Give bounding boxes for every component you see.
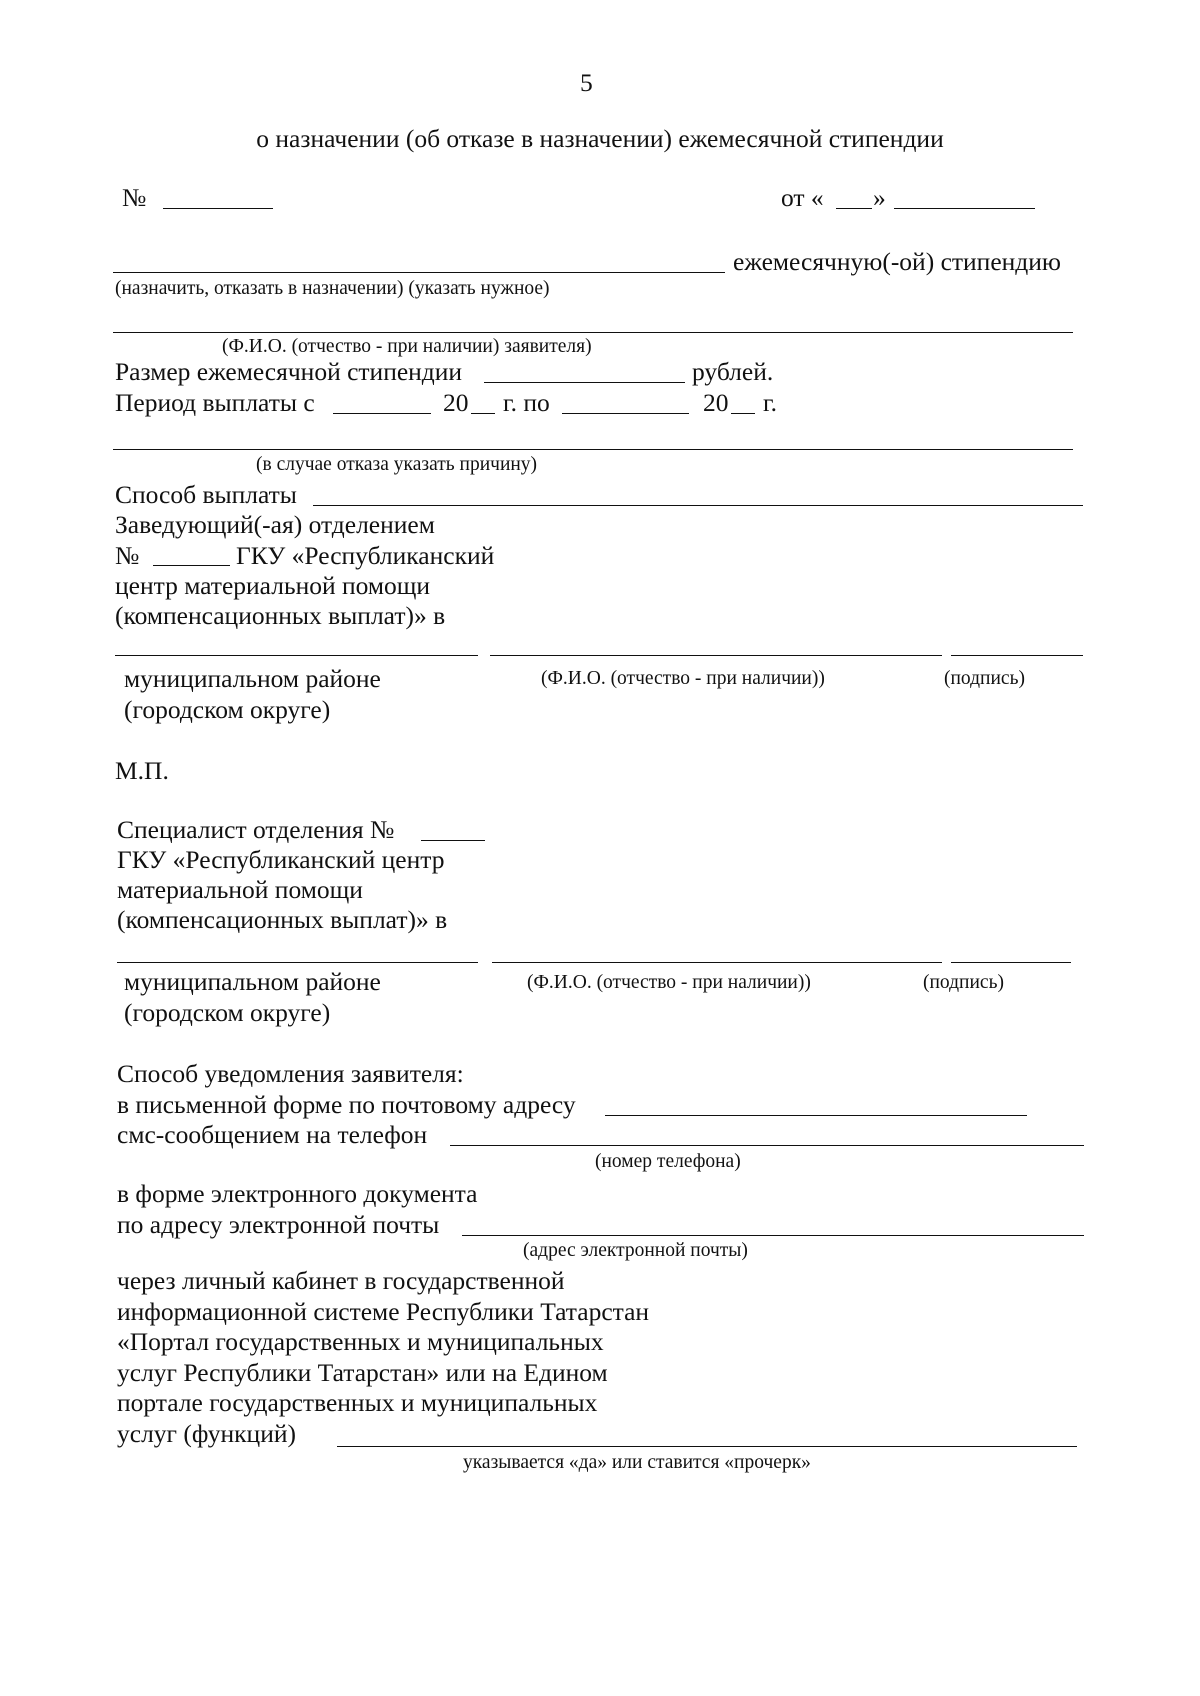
specialist-line-4: (компенсационных выплат)» в	[117, 905, 448, 934]
period-year-end: 20	[703, 388, 729, 417]
head-district-line-1: муниципальном районе	[124, 664, 381, 693]
portal-line-4: услуг Республики Татарстан» или на Едином	[117, 1358, 608, 1387]
specialist-fio-field[interactable]	[492, 962, 942, 963]
portal-line-5: портале государственных и муниципальных	[117, 1388, 598, 1417]
specialist-signature-field[interactable]	[951, 962, 1071, 963]
amount-unit: рублей.	[692, 357, 774, 386]
hint-assign: (назначить, отказать в назначении) (указать нужное)	[115, 278, 550, 299]
period-year-start: 20	[443, 388, 469, 417]
portal-field[interactable]	[337, 1446, 1077, 1447]
period-start-field[interactable]	[333, 413, 431, 414]
notification-email-line-2: по адресу электронной почты	[117, 1210, 440, 1239]
hint-portal: указывается «да» или ставится «прочерк»	[463, 1452, 811, 1473]
portal-line-2: информационной системе Республики Татарстан	[117, 1297, 650, 1326]
portal-line-6: услуг (функций)	[117, 1419, 296, 1448]
head-signature-field[interactable]	[951, 655, 1083, 656]
head-district-line-2: (городском округе)	[124, 695, 331, 724]
date-mid: »	[873, 183, 886, 212]
hint-phone: (номер телефона)	[595, 1151, 741, 1172]
head-fio-field[interactable]	[490, 655, 942, 656]
decision-field[interactable]	[113, 272, 725, 273]
head-number-label: №	[115, 541, 140, 570]
period-year-end-field[interactable]	[731, 413, 755, 414]
specialist-line-2: ГКУ «Республиканский центр	[117, 845, 445, 874]
document-heading: о назначении (об отказе в назначении) ежемесячной стипендии	[256, 124, 944, 153]
number-label: №	[122, 183, 147, 212]
portal-line-1: через личный кабинет в государственной	[117, 1266, 565, 1295]
specialist-line-1: Специалист отделения №	[117, 815, 395, 844]
notification-email-line-1: в форме электронного документа	[117, 1179, 478, 1208]
date-prefix: от «	[781, 183, 824, 212]
hint-applicant-fio: (Ф.И.О. (отчество - при наличии) заявителя)	[222, 336, 592, 357]
specialist-signature-hint: (подпись)	[923, 972, 1004, 993]
date-month-year-field[interactable]	[894, 208, 1035, 209]
postal-address-field[interactable]	[605, 1115, 1027, 1116]
head-fio-hint: (Ф.И.О. (отчество - при наличии))	[541, 668, 825, 689]
hint-refusal-reason: (в случае отказа указать причину)	[256, 454, 538, 475]
head-department-number-field[interactable]	[153, 565, 230, 566]
date-day-field[interactable]	[836, 208, 872, 209]
specialist-line-3: материальной помощи	[117, 875, 363, 904]
head-line-1: Заведующий(-ая) отделением	[115, 510, 435, 539]
specialist-department-number-field[interactable]	[421, 840, 485, 841]
notification-label: Способ уведомления заявителя:	[117, 1059, 464, 1088]
amount-label: Размер ежемесячной стипендии	[115, 357, 463, 386]
specialist-district-field[interactable]	[117, 962, 478, 963]
portal-line-3: «Портал государственных и муниципальных	[117, 1327, 604, 1356]
head-signature-hint: (подпись)	[944, 668, 1025, 689]
hint-email: (адрес электронной почты)	[523, 1240, 748, 1261]
head-line-4: (компенсационных выплат)» в	[115, 601, 446, 630]
email-field[interactable]	[462, 1235, 1084, 1236]
period-end-suffix: г.	[763, 388, 777, 417]
payment-method-label: Способ выплаты	[115, 480, 297, 509]
applicant-fio-field[interactable]	[113, 332, 1073, 333]
number-field[interactable]	[163, 208, 273, 209]
refusal-reason-field[interactable]	[113, 449, 1073, 450]
specialist-fio-hint: (Ф.И.О. (отчество - при наличии))	[527, 972, 811, 993]
payment-method-field[interactable]	[313, 505, 1083, 506]
stipend-suffix: ежемесячную(-ой) стипендию	[733, 247, 1061, 276]
period-label: Период выплаты с	[115, 388, 315, 417]
notification-sms-label: смс-сообщением на телефон	[117, 1120, 428, 1149]
amount-field[interactable]	[484, 382, 685, 383]
stamp-label: М.П.	[115, 756, 169, 785]
period-year-start-field[interactable]	[471, 413, 495, 414]
period-end-field[interactable]	[562, 413, 689, 414]
head-line-2: ГКУ «Республиканский	[236, 541, 495, 570]
specialist-district-line-1: муниципальном районе	[124, 967, 381, 996]
head-line-3: центр материальной помощи	[115, 571, 431, 600]
phone-field[interactable]	[450, 1145, 1084, 1146]
period-mid: г. по	[503, 388, 550, 417]
notification-postal-label: в письменной форме по почтовому адресу	[117, 1090, 576, 1119]
specialist-district-line-2: (городском округе)	[124, 998, 331, 1027]
head-district-field[interactable]	[115, 655, 478, 656]
page-number: 5	[580, 68, 593, 97]
